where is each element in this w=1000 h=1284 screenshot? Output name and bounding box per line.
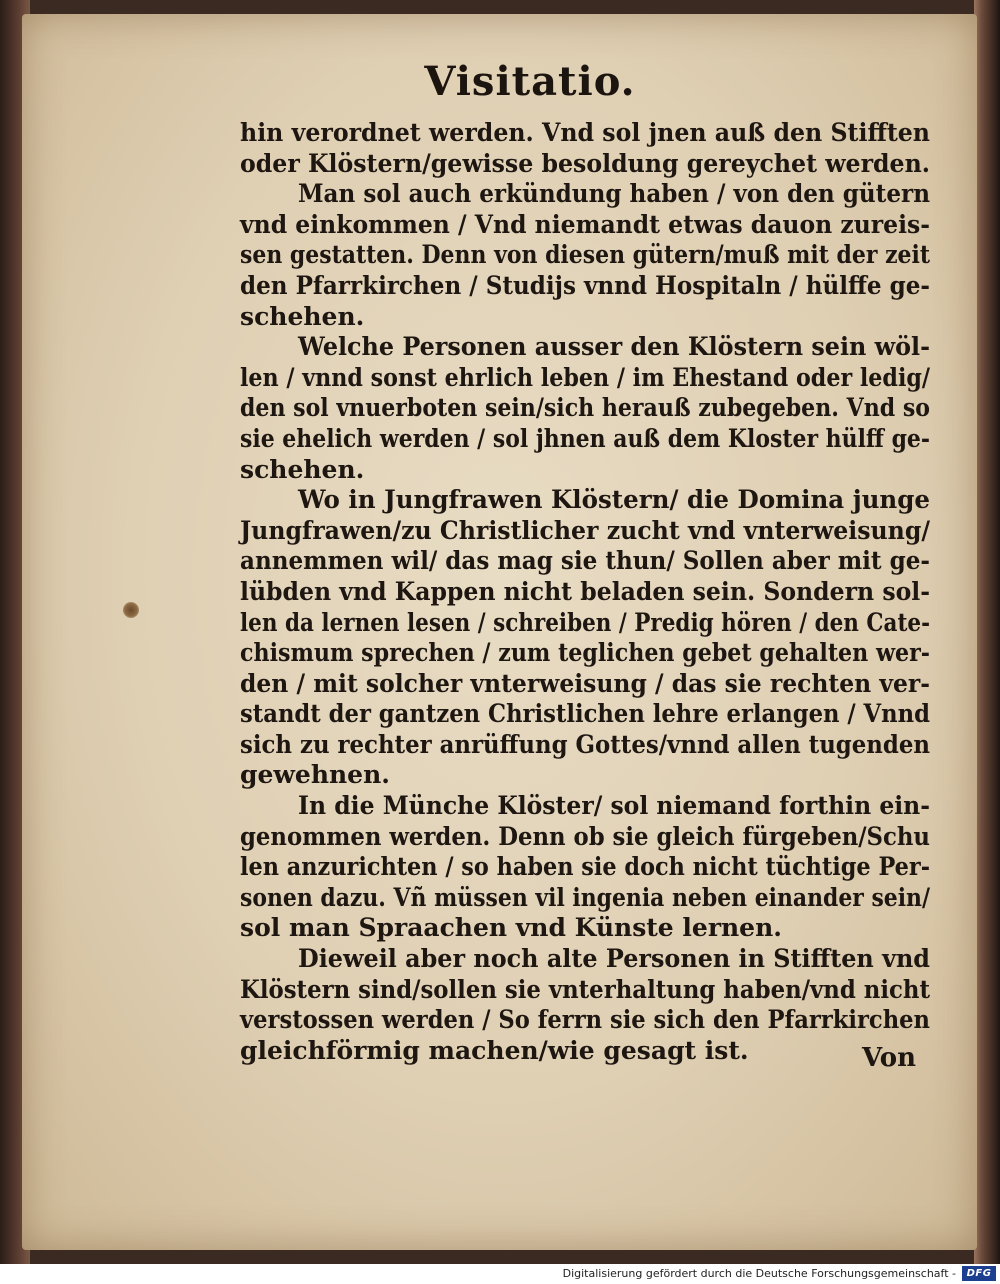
text-line: chismum sprechen / zum teglichen gebet gehalten wer- xyxy=(240,638,930,668)
text-line: In die Münche Klöster/ sol niemand forthin ein- xyxy=(298,791,930,821)
text-line: gewehnen. xyxy=(240,760,390,790)
text-line: Klöstern sind/sollen sie vnterhaltung haben/vnd nicht xyxy=(240,974,930,1004)
footer-bar xyxy=(0,1264,1000,1284)
text-line: Wo in Jungfrawen Klöstern/ die Domina junge xyxy=(298,485,930,515)
text-line: den Pfarrkirchen / Studijs vnnd Hospitaln / hülffe ge- xyxy=(240,270,930,300)
catchword: Von xyxy=(862,1043,917,1073)
text-line: den sol vnuerboten sein/sich herauß zubegeben. Vnd so xyxy=(240,393,930,423)
text-line: schehen. xyxy=(240,301,365,331)
text-line: annemmen wil/ das mag sie thun/ Sollen aber mit ge- xyxy=(240,546,930,576)
text-line: Welche Personen ausser den Klöstern sein wöl- xyxy=(298,332,930,362)
text-line: hin verordnet werden. Vnd sol jnen auß den Stifften xyxy=(240,118,930,147)
text-line: genommen werden. Denn ob sie gleich fürgeben/Schu xyxy=(240,821,930,851)
text-line: Jungfrawen/zu Christlicher zucht vnd vnterweisung/ xyxy=(240,515,930,545)
dfg-logo-icon: DFG xyxy=(962,1266,996,1281)
text-line: standt der gantzen Christlichen lehre erlangen / Vnnd xyxy=(240,699,930,729)
running-head: Visitatio. xyxy=(424,58,636,105)
text-line: vnd einkommen / Vnd niemandt etwas dauon zureis- xyxy=(240,209,930,239)
text-line: verstossen werden / So ferrn sie sich den Pfarrkirchen xyxy=(240,1005,930,1035)
text-line: den / mit solcher vnterweisung / das sie rechten ver- xyxy=(240,668,930,698)
text-line: sonen dazu. Vñ müssen vil ingenia neben einander sein/ xyxy=(240,882,930,912)
funding-credit: Digitalisierung gefördert durch die Deutsche Forschungsgemeinschaft - xyxy=(562,1267,956,1280)
text-line: sen gestatten. Denn von diesen gütern/muß mit der zeit xyxy=(240,240,930,270)
text-line: gleichförmig machen/wie gesagt ist. xyxy=(240,1035,749,1065)
text-line: lübden vnd Kappen nicht beladen sein. Sondern sol- xyxy=(240,576,930,606)
text-line: Man sol auch erkündung haben / von den gütern xyxy=(298,179,930,209)
text-line: len anzurichten / so haben sie doch nicht tüchtige Per- xyxy=(240,852,930,882)
text-line: sol man Spraachen vnd Künste lernen. xyxy=(240,913,782,943)
text-line: Dieweil aber noch alte Personen in Stifften vnd xyxy=(298,944,930,974)
text-line: sich zu rechter anrüffung Gottes/vnnd allen tugenden xyxy=(240,729,930,759)
text-line: len da lernen lesen / schreiben / Predig hören / den Cate- xyxy=(240,607,930,637)
body-text xyxy=(240,118,930,1066)
text-line: sie ehelich werden / sol jhnen auß dem Kloster hülff ge- xyxy=(240,423,930,453)
text-line: schehen. xyxy=(240,454,365,484)
ink-stain xyxy=(123,602,139,618)
text-line: oder Klöstern/gewisse besoldung gereychet werden. xyxy=(240,148,930,178)
text-line: len / vnnd sonst ehrlich leben / im Ehestand oder ledig/ xyxy=(240,362,930,392)
